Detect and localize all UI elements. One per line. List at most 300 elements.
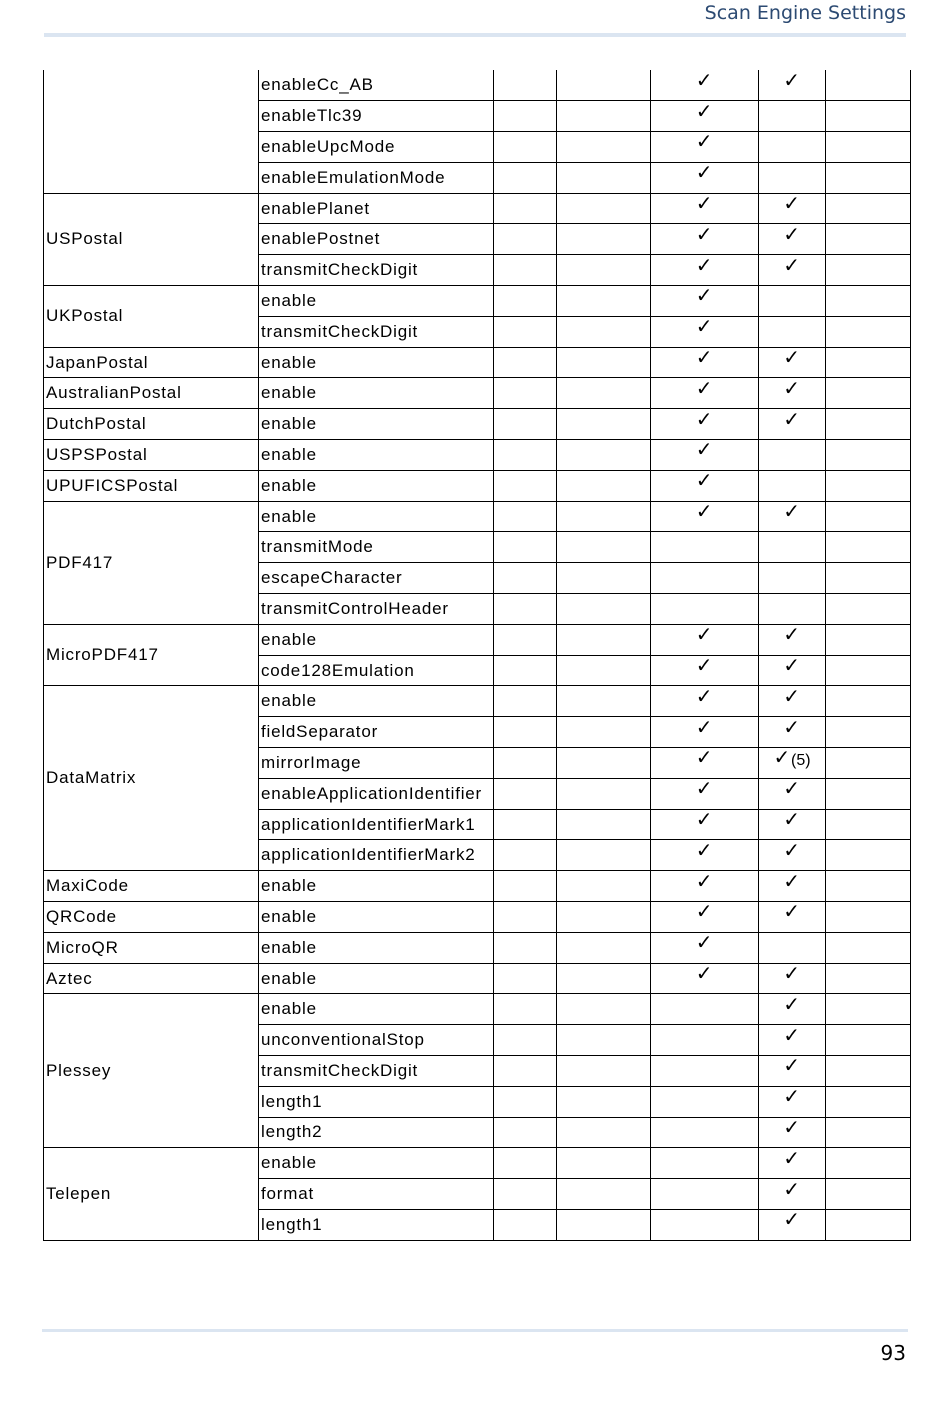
checkmark-icon: ✓: [695, 501, 714, 524]
support-cell: [759, 1025, 826, 1056]
table-row: [44, 409, 911, 440]
empty-cell: [826, 316, 911, 347]
empty-cell: [826, 470, 911, 501]
support-cell: [759, 1148, 826, 1179]
support-cell: [759, 902, 826, 933]
support-cell: [759, 594, 826, 625]
empty-cell: [826, 1056, 911, 1087]
empty-cell: [557, 532, 651, 563]
empty-cell: [826, 347, 911, 378]
support-cell: [759, 532, 826, 563]
checkmark-icon: ✓: [695, 839, 714, 862]
support-cell: [651, 902, 759, 933]
empty-cell: [826, 686, 911, 717]
checkmark-icon: ✓: [695, 963, 714, 985]
support-cell: [651, 501, 759, 532]
parameter-name-cell: transmitMode: [259, 532, 494, 563]
checkmark-icon: ✓: [695, 655, 714, 678]
empty-cell: [826, 378, 911, 409]
empty-cell: [494, 378, 557, 409]
checkmark-icon: ✓: [783, 1209, 801, 1232]
empty-cell: [494, 563, 557, 594]
table-row: [44, 286, 911, 317]
checkmark-icon: ✓: [695, 347, 714, 370]
support-cell: [651, 563, 759, 594]
empty-cell: [826, 655, 911, 686]
parameter-name-cell: enable: [259, 963, 494, 994]
empty-cell: [494, 501, 557, 532]
empty-cell: [826, 286, 911, 317]
empty-cell: [494, 440, 557, 471]
empty-cell: [557, 655, 651, 686]
checkmark-icon: ✓: [695, 809, 714, 832]
page-header-title: Scan Engine Settings: [704, 2, 906, 24]
parameter-name-cell: unconventionalStop: [259, 1025, 494, 1056]
symbology-name-cell: MicroQR: [44, 932, 259, 963]
empty-cell: [557, 902, 651, 933]
empty-cell: [494, 347, 557, 378]
parameter-name-cell: enable: [259, 994, 494, 1025]
parameter-name-cell: transmitCheckDigit: [259, 1056, 494, 1087]
support-cell: [759, 1209, 826, 1240]
symbology-name-cell: Aztec: [44, 963, 259, 994]
support-cell: [759, 347, 826, 378]
empty-cell: [826, 255, 911, 286]
empty-cell: [494, 717, 557, 748]
parameter-name-cell: enablePlanet: [259, 193, 494, 224]
checkmark-icon: ✓: [783, 1055, 801, 1078]
support-cell: [651, 1209, 759, 1240]
support-cell: [651, 594, 759, 625]
parameter-name-cell: enable: [259, 409, 494, 440]
parameter-name-cell: enable: [259, 501, 494, 532]
parameter-name-cell: enable: [259, 932, 494, 963]
empty-cell: [826, 902, 911, 933]
parameter-name-cell: format: [259, 1179, 494, 1210]
checkmark-icon: ✓: [695, 932, 714, 955]
support-cell: [651, 193, 759, 224]
support-cell: [759, 963, 826, 994]
parameter-name-cell: enable: [259, 378, 494, 409]
empty-cell: [557, 1148, 651, 1179]
empty-cell: [494, 840, 557, 871]
checkmark-icon: ✓: [783, 1178, 801, 1201]
parameter-name-cell: length2: [259, 1117, 494, 1148]
symbology-name-cell: UKPostal: [44, 286, 259, 348]
empty-cell: [557, 1117, 651, 1148]
checkmark-icon: ✓: [783, 1024, 801, 1047]
parameter-name-cell: enable: [259, 470, 494, 501]
table-row: [44, 902, 911, 933]
parameter-name-cell: transmitControlHeader: [259, 594, 494, 625]
support-cell: [651, 101, 759, 132]
empty-cell: [494, 286, 557, 317]
empty-cell: [826, 563, 911, 594]
support-cell: [759, 809, 826, 840]
table-row: [44, 871, 911, 902]
empty-cell: [494, 1209, 557, 1240]
table-row: [44, 70, 911, 101]
support-cell: [759, 255, 826, 286]
empty-cell: [826, 1117, 911, 1148]
empty-cell: [494, 1086, 557, 1117]
support-cell: [759, 501, 826, 532]
parameter-name-cell: fieldSeparator: [259, 717, 494, 748]
empty-cell: [557, 1086, 651, 1117]
parameter-name-cell: enableCc_AB: [259, 70, 494, 101]
table-row: [44, 963, 911, 994]
empty-cell: [557, 409, 651, 440]
empty-cell: [557, 286, 651, 317]
empty-cell: [494, 963, 557, 994]
checkmark-icon: ✓: [783, 193, 801, 216]
empty-cell: [826, 1209, 911, 1240]
checkmark-icon: ✓: [695, 747, 714, 770]
checkmark-icon: ✓: [783, 347, 801, 370]
support-cell: [759, 162, 826, 193]
empty-cell: [557, 255, 651, 286]
checkmark-icon: ✓: [695, 316, 714, 339]
table-row: [44, 624, 911, 655]
checkmark-icon: ✓: [695, 901, 714, 924]
empty-cell: [494, 1179, 557, 1210]
parameter-name-cell: mirrorImage: [259, 748, 494, 779]
empty-cell: [557, 717, 651, 748]
table-row: [44, 440, 911, 471]
support-cell: [759, 655, 826, 686]
empty-cell: [494, 932, 557, 963]
support-cell: [651, 532, 759, 563]
support-cell: [759, 871, 826, 902]
header-divider: [44, 33, 906, 37]
empty-cell: [826, 1086, 911, 1117]
empty-cell: [826, 162, 911, 193]
support-cell: [651, 840, 759, 871]
table-row: [44, 932, 911, 963]
checkmark-icon: ✓: [695, 131, 714, 154]
symbology-name-cell: DataMatrix: [44, 686, 259, 871]
empty-cell: [826, 101, 911, 132]
table-row: [44, 193, 911, 224]
checkmark-icon: ✓: [695, 685, 714, 708]
checkmark-icon: ✓: [773, 747, 791, 770]
checkmark-icon: ✓: [783, 408, 801, 431]
empty-cell: [494, 624, 557, 655]
parameter-name-cell: enable: [259, 1148, 494, 1179]
checkmark-icon: ✓: [783, 501, 801, 524]
checkmark-icon: ✓: [783, 963, 801, 985]
symbology-name-cell: USPostal: [44, 193, 259, 285]
parameter-name-cell: enableTlc39: [259, 101, 494, 132]
empty-cell: [557, 871, 651, 902]
checkmark-icon: ✓: [695, 70, 714, 92]
support-cell: [651, 871, 759, 902]
support-cell: [651, 1179, 759, 1210]
checkmark-icon: ✓: [695, 439, 714, 462]
parameter-name-cell: enable: [259, 286, 494, 317]
checkmark-icon: ✓: [783, 70, 801, 92]
support-cell: [759, 1086, 826, 1117]
support-cell: [759, 1117, 826, 1148]
checkmark-icon: ✓: [695, 470, 714, 493]
support-cell: [651, 1148, 759, 1179]
empty-cell: [826, 871, 911, 902]
support-cell: [651, 994, 759, 1025]
table-row: [44, 686, 911, 717]
symbology-name-cell: QRCode: [44, 902, 259, 933]
parameter-name-cell: enablePostnet: [259, 224, 494, 255]
empty-cell: [826, 440, 911, 471]
empty-cell: [557, 1179, 651, 1210]
support-cell: [759, 286, 826, 317]
checkmark-icon: ✓: [695, 870, 714, 893]
symbology-name-cell: MaxiCode: [44, 871, 259, 902]
empty-cell: [494, 409, 557, 440]
support-cell: [759, 101, 826, 132]
empty-cell: [826, 594, 911, 625]
parameter-name-cell: code128Emulation: [259, 655, 494, 686]
support-cell: [759, 378, 826, 409]
empty-cell: [826, 224, 911, 255]
parameter-name-cell: applicationIdentifierMark2: [259, 840, 494, 871]
table-row: [44, 347, 911, 378]
empty-cell: [557, 316, 651, 347]
empty-cell: [494, 132, 557, 163]
symbology-name-cell: [44, 70, 259, 193]
symbology-name-cell: PDF417: [44, 501, 259, 624]
empty-cell: [557, 994, 651, 1025]
checkmark-icon: ✓: [783, 377, 801, 400]
checkmark-icon: ✓: [783, 223, 801, 246]
checkmark-icon: ✓: [695, 716, 714, 739]
support-cell: [759, 840, 826, 871]
checkmark-icon: ✓: [695, 285, 714, 308]
empty-cell: [557, 840, 651, 871]
empty-cell: [557, 440, 651, 471]
empty-cell: [826, 1179, 911, 1210]
checkmark-icon: ✓: [783, 1147, 801, 1170]
empty-cell: [494, 1117, 557, 1148]
parameter-name-cell: enable: [259, 624, 494, 655]
empty-cell: [826, 1148, 911, 1179]
checkmark-icon: ✓: [695, 778, 714, 801]
empty-cell: [826, 193, 911, 224]
empty-cell: [826, 778, 911, 809]
symbology-name-cell: USPSPostal: [44, 440, 259, 471]
empty-cell: [494, 1148, 557, 1179]
symbology-name-cell: AustralianPostal: [44, 378, 259, 409]
support-cell: [651, 778, 759, 809]
checkmark-icon: ✓: [695, 162, 714, 185]
checkmark-icon: ✓: [783, 254, 801, 277]
support-cell: [759, 717, 826, 748]
empty-cell: [557, 594, 651, 625]
footer-divider: [42, 1329, 908, 1332]
support-cell: [651, 655, 759, 686]
page-number: 93: [880, 1341, 906, 1365]
support-cell: [759, 224, 826, 255]
checkmark-icon: ✓: [783, 870, 801, 893]
empty-cell: [494, 594, 557, 625]
empty-cell: [494, 1025, 557, 1056]
support-cell: [759, 778, 826, 809]
settings-table-body: [44, 70, 911, 1240]
empty-cell: [494, 778, 557, 809]
empty-cell: [826, 532, 911, 563]
empty-cell: [826, 932, 911, 963]
support-cell: [759, 624, 826, 655]
empty-cell: [826, 748, 911, 779]
checkmark-icon: ✓: [783, 839, 801, 862]
parameter-name-cell: enableUpcMode: [259, 132, 494, 163]
empty-cell: [826, 1025, 911, 1056]
support-cell: [759, 409, 826, 440]
support-cell: [651, 255, 759, 286]
support-cell: [651, 409, 759, 440]
checkmark-icon: ✓: [695, 254, 714, 277]
empty-cell: [494, 1056, 557, 1087]
empty-cell: [557, 224, 651, 255]
support-cell: [759, 470, 826, 501]
empty-cell: [494, 902, 557, 933]
table-row: [44, 470, 911, 501]
empty-cell: [557, 162, 651, 193]
support-cell: [759, 132, 826, 163]
support-cell: [651, 70, 759, 101]
support-cell: [651, 1025, 759, 1056]
empty-cell: [557, 778, 651, 809]
empty-cell: [557, 624, 651, 655]
empty-cell: [494, 162, 557, 193]
checkmark-icon: ✓: [783, 1086, 801, 1109]
empty-cell: [826, 717, 911, 748]
empty-cell: [826, 409, 911, 440]
support-cell: [651, 686, 759, 717]
parameter-name-cell: transmitCheckDigit: [259, 255, 494, 286]
parameter-name-cell: applicationIdentifierMark1: [259, 809, 494, 840]
support-cell: [759, 316, 826, 347]
parameter-name-cell: enable: [259, 347, 494, 378]
empty-cell: [557, 686, 651, 717]
empty-cell: [826, 70, 911, 101]
support-cell: [759, 70, 826, 101]
support-cell: [651, 1086, 759, 1117]
support-cell: [759, 1179, 826, 1210]
support-cell: [759, 686, 826, 717]
support-cell: [651, 378, 759, 409]
support-cell: [651, 347, 759, 378]
parameter-name-cell: enable: [259, 871, 494, 902]
symbology-name-cell: Telepen: [44, 1148, 259, 1240]
empty-cell: [557, 132, 651, 163]
support-cell: [651, 316, 759, 347]
support-cell: [759, 193, 826, 224]
empty-cell: [494, 686, 557, 717]
symbology-name-cell: MicroPDF417: [44, 624, 259, 686]
settings-table: [43, 70, 911, 1241]
checkmark-icon: ✓: [695, 100, 714, 123]
support-cell: [651, 809, 759, 840]
empty-cell: [826, 840, 911, 871]
empty-cell: [826, 963, 911, 994]
parameter-name-cell: enable: [259, 440, 494, 471]
checkmark-icon: ✓: [783, 716, 801, 739]
table-row: [44, 378, 911, 409]
empty-cell: [557, 378, 651, 409]
parameter-name-cell: enableEmulationMode: [259, 162, 494, 193]
empty-cell: [826, 501, 911, 532]
checkmark-icon: ✓: [783, 901, 801, 924]
parameter-name-cell: enable: [259, 686, 494, 717]
support-cell: [651, 748, 759, 779]
support-cell: [651, 1056, 759, 1087]
empty-cell: [557, 1209, 651, 1240]
parameter-name-cell: enableApplicationIdentifier: [259, 778, 494, 809]
empty-cell: [494, 655, 557, 686]
empty-cell: [557, 748, 651, 779]
empty-cell: [557, 1025, 651, 1056]
support-cell: [651, 470, 759, 501]
support-cell: [651, 932, 759, 963]
support-cell: [651, 717, 759, 748]
empty-cell: [494, 224, 557, 255]
support-cell: [759, 748, 826, 779]
support-cell: [759, 1056, 826, 1087]
table-row: [44, 1148, 911, 1179]
support-cell: [651, 162, 759, 193]
empty-cell: [494, 748, 557, 779]
empty-cell: [557, 563, 651, 594]
empty-cell: [826, 809, 911, 840]
checkmark-icon: ✓: [695, 377, 714, 400]
empty-cell: [494, 101, 557, 132]
checkmark-icon: ✓: [783, 685, 801, 708]
empty-cell: [557, 809, 651, 840]
support-cell: [651, 1117, 759, 1148]
empty-cell: [826, 132, 911, 163]
support-cell: [651, 624, 759, 655]
checkmark-icon: ✓: [783, 1117, 801, 1139]
checkmark-icon: ✓: [783, 655, 801, 678]
checkmark-icon: ✓: [783, 809, 801, 832]
checkmark-icon: ✓: [783, 624, 801, 647]
empty-cell: [557, 101, 651, 132]
parameter-name-cell: length1: [259, 1086, 494, 1117]
empty-cell: [826, 624, 911, 655]
empty-cell: [557, 963, 651, 994]
empty-cell: [557, 347, 651, 378]
empty-cell: [494, 193, 557, 224]
empty-cell: [557, 1056, 651, 1087]
checkmark-icon: ✓: [783, 778, 801, 801]
empty-cell: [494, 809, 557, 840]
table-row: [44, 501, 911, 532]
checkmark-icon: ✓: [695, 193, 714, 216]
empty-cell: [557, 932, 651, 963]
checkmark-icon: ✓: [783, 993, 801, 1016]
symbology-name-cell: UPUFICSPostal: [44, 470, 259, 501]
table-row: [44, 994, 911, 1025]
empty-cell: [494, 871, 557, 902]
symbology-name-cell: JapanPostal: [44, 347, 259, 378]
parameter-name-cell: length1: [259, 1209, 494, 1240]
support-cell: [651, 963, 759, 994]
empty-cell: [557, 70, 651, 101]
empty-cell: [494, 316, 557, 347]
checkmark-icon: ✓: [695, 408, 714, 431]
empty-cell: [494, 255, 557, 286]
support-cell: [651, 286, 759, 317]
